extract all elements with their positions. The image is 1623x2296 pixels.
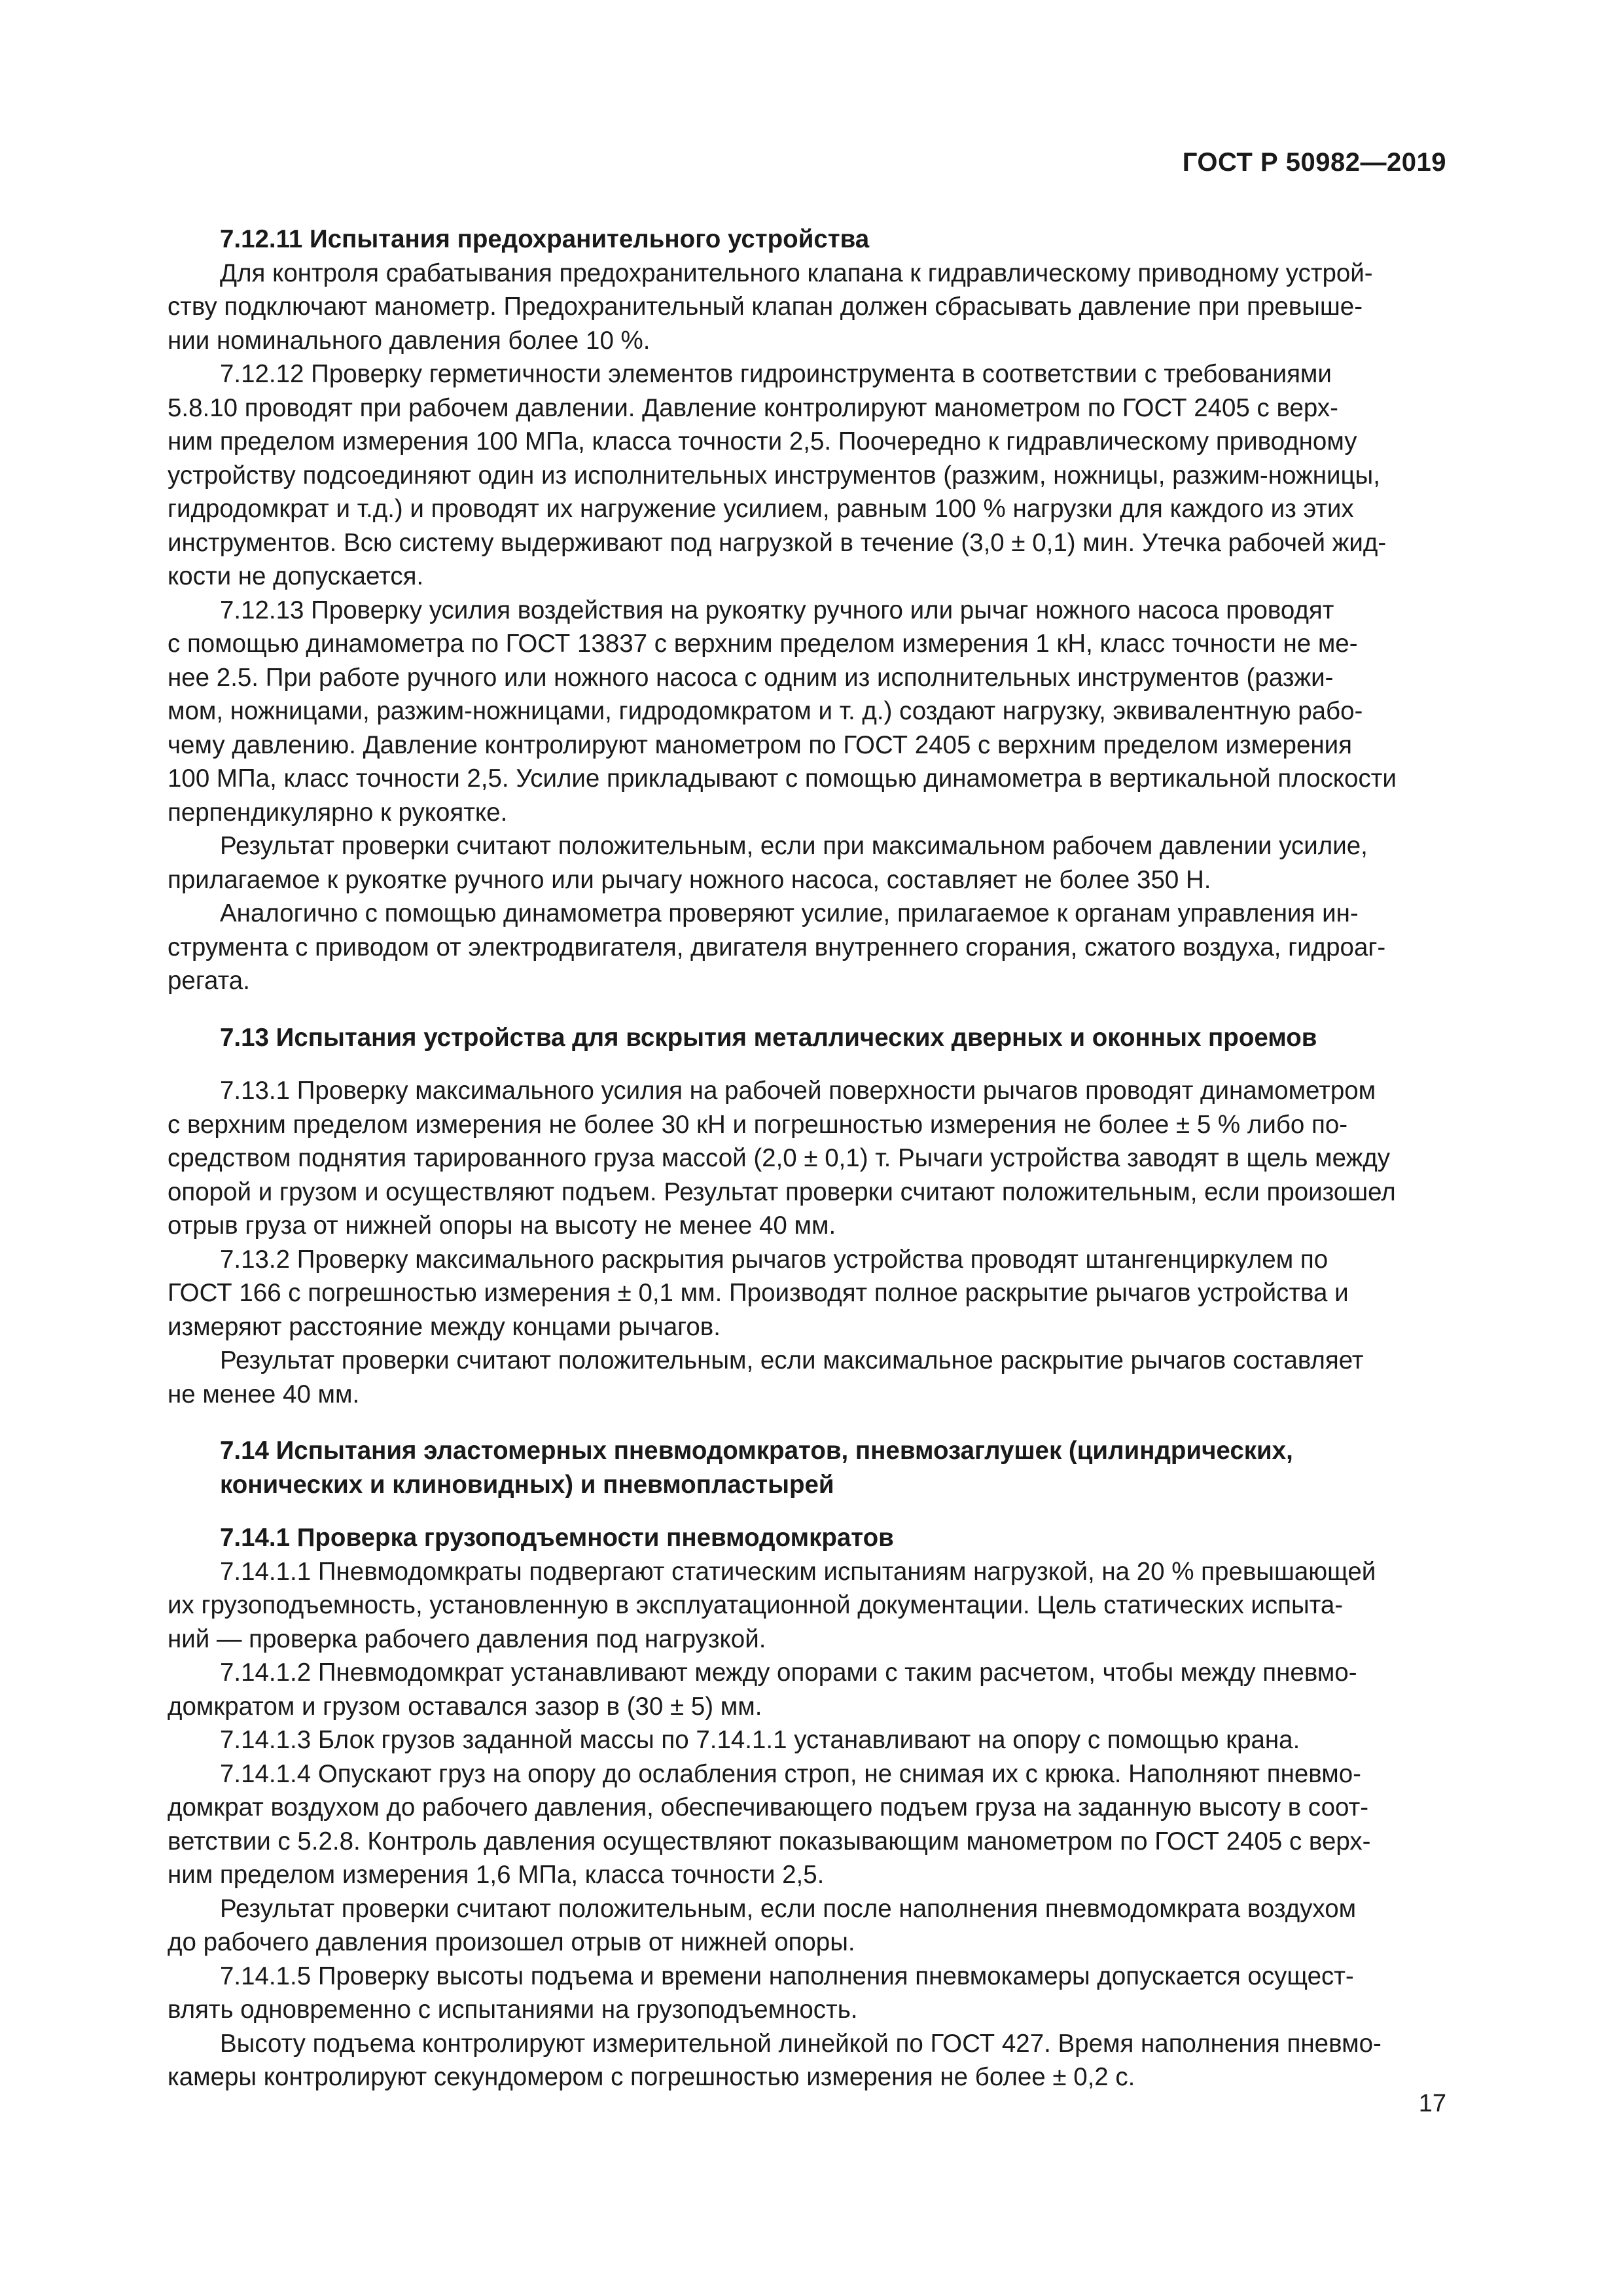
paragraph: 7.13.1 Проверку максимального усилия на рабочей поверхности рычагов проводят динамометром с верхним пределом измерения не более 30 кН и погрешностью измерения не более ± 5 % либо по- средством поднятия тарированного груза массой (2,0 ± 0,1) т. Рычаги устройства заводят в щель между опорой и грузом и осуществляют подъем. Результат проверки считают положительным, если произошел отрыв груза от нижней опоры на высоту не менее 40 мм. — [168, 1077, 1396, 1240]
page-number: 17 — [1418, 2090, 1446, 2117]
subsection-heading: 7.14.1 Проверка грузоподъемности пневмодомкратов — [220, 1524, 894, 1552]
section-heading: 7.13 Испытания устройства для вскрытия металлических дверных и оконных проемов — [220, 1023, 1317, 1052]
paragraph: 7.14.1.2 Пневмодомкрат устанавливают между опорами с таким расчетом, чтобы между пневмо- домкратом и грузом оставался зазор в (30 ± 5) мм. — [168, 1659, 1357, 1721]
document-code-header: ГОСТ Р 50982—2019 — [1182, 148, 1446, 177]
paragraph: 7.14.1.1 Пневмодомкраты подвергают статическим испытаниям нагрузкой, на 20 % превышающей их грузоподъемность, установленную в эксплуатационной документации. Цель статических испыта- ний — проверка рабочего давления под нагрузкой. — [168, 1557, 1376, 1653]
paragraph: Высоту подъема контролируют измерительной линейкой по ГОСТ 427. Время наполнения пневмо- камеры контролируют секундомером с погрешностью измерения не более ± 0,2 с. — [168, 2029, 1382, 2091]
paragraph: 7.12.12 Проверку герметичности элементов гидроинструмента в соответствии с требованиями 5.8.10 проводят при рабочем давлении. Давление контролируют манометром по ГОСТ 2405 с верх- ним пределом измерения 100 МПа, класса точности 2,5. Поочередно к гидравлическому приводному устройству подсоединяют один из исполнительных инструментов (разжим, ножницы, разжим-ножницы, гидродомкрат и т.д.) и проводят их нагружение усилием, равным 100 % нагрузки для каждого из этих инструментов. Всю систему выдерживают под нагрузкой в течение (3,0 ± 0,1) мин. Утечка рабочей жид- кости не допускается. — [168, 360, 1387, 590]
paragraph: 7.13.2 Проверку максимального раскрытия рычагов устройства проводят штангенциркулем по ГОСТ 166 с погрешностью измерения ± 0,1 мм. Производят полное раскрытие рычагов устройства и измеряют расстояние между концами рычагов. — [168, 1245, 1349, 1341]
paragraph: Для контроля срабатывания предохранительного клапана к гидравлическому приводному устрой- ству подключают манометр. Предохранительный клапан должен сбрасывать давление при превыше- нии номинального давления более 10 %. — [168, 259, 1373, 355]
paragraph: Результат проверки считают положительным, если максимальное раскрытие рычагов составляет не менее 40 мм. — [168, 1346, 1364, 1408]
paragraph: Результат проверки считают положительным, если после наполнения пневмодомкрата воздухом до рабочего давления произошел отрыв от нижней опоры. — [168, 1894, 1357, 1956]
paragraph: Результат проверки считают положительным, если при максимальном рабочем давлении усилие, прилагаемое к рукоятке ручного или рычагу ножного насоса, составляет не более 350 Н. — [168, 832, 1368, 894]
paragraph: 7.12.13 Проверку усилия воздействия на рукоятку ручного или рычаг ножного насоса проводят с помощью динамометра по ГОСТ 13837 с верхним пределом измерения 1 кН, класс точности не ме- нее 2.5. При работе ручного или ножного насоса с одним из исполнительных инструментов (разжи- мом, ножницами, разжим-ножницами, гидродомкратом и т. д.) создают нагрузку, эквивалентную рабо- чему давлению. Давление контролируют манометром по ГОСТ 2405 с верхним пределом измерения 100 МПа, класс точности 2,5. Усилие прикладывают с помощью динамометра в вертикальной плоскости перпендикулярно к рукоятке. — [168, 596, 1397, 827]
paragraph: 7.14.1.5 Проверку высоты подъема и времени наполнения пневмокамеры допускается осущест- влять одновременно с испытаниями на грузоподъемность. — [168, 1962, 1354, 2024]
paragraph: 7.14.1.4 Опускают груз на опору до ослабления строп, не снимая их с крюка. Наполняют пневмо- домкрат воздухом до рабочего давления, обеспечивающего подъем груза на заданную высоту в соот- ветствии с 5.2.8. Контроль давления осуществляют показывающим манометром по ГОСТ 2405 с верх- ним пределом измерения 1,6 МПа, класса точности 2,5. — [168, 1759, 1371, 1889]
document-body — [168, 223, 1447, 2094]
paragraph: Аналогично с помощью динамометра проверяют усилие, прилагаемое к органам управления ин- струмента с приводом от электродвигателя, двигателя внутреннего сгорания, сжатого воздуха, гидроаг- регата. — [168, 899, 1386, 995]
subsection-heading: 7.12.11 Испытания предохранительного устройства — [220, 225, 870, 253]
section-heading: 7.14 Испытания эластомерных пневмодомкратов, пневмозаглушек (цилиндрических, конических и клиновидных) и пневмопластырей — [220, 1437, 1293, 1499]
paragraph: 7.14.1.3 Блок грузов заданной массы по 7.14.1.1 устанавливают на опору с помощью крана. — [220, 1726, 1300, 1754]
